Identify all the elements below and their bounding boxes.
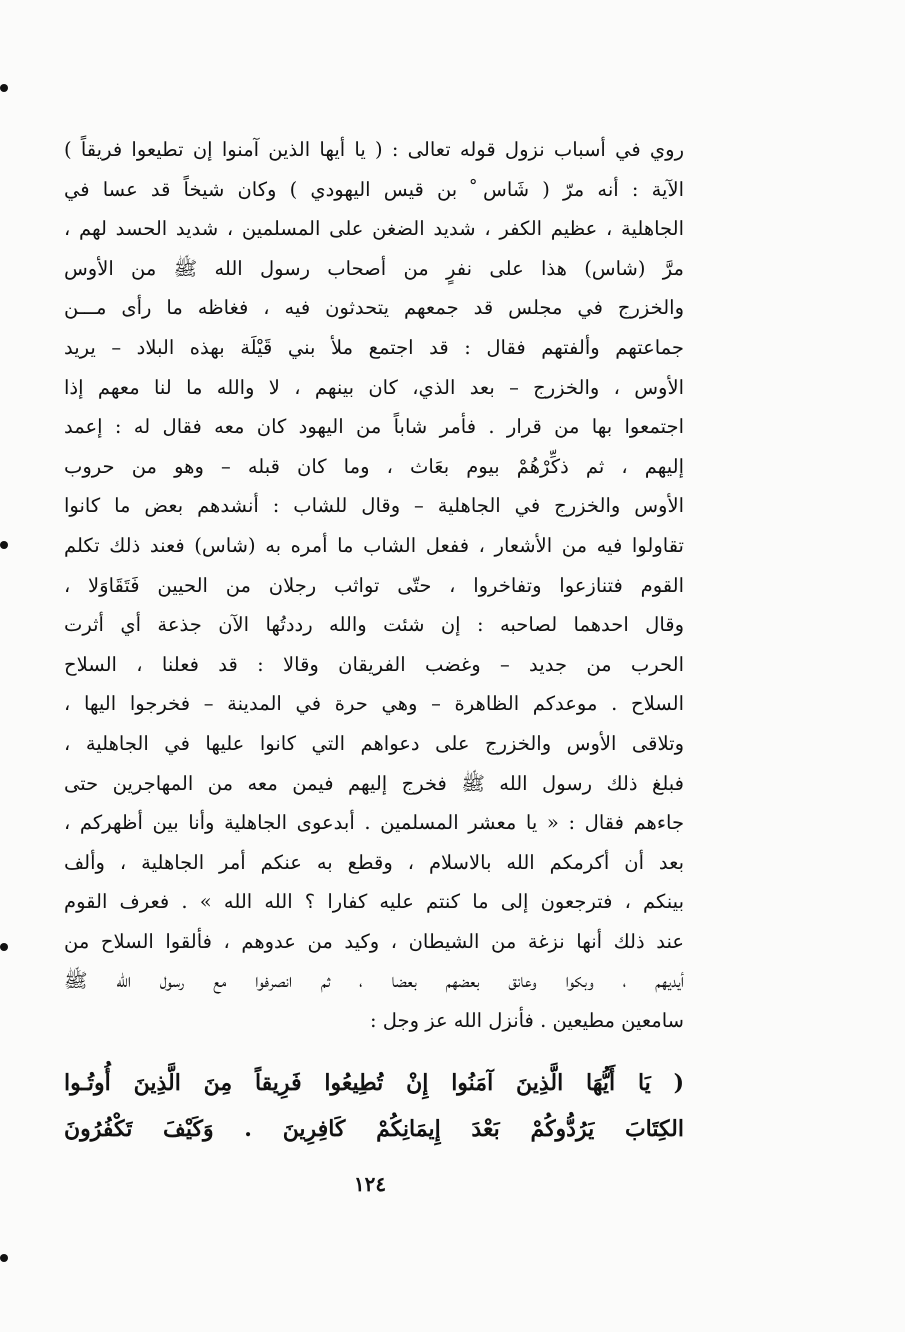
body-line: الآية : أنه مرّ ( شَاس ْ بن قيس اليهودي ) وكان شيخاً قد عسا في	[64, 177, 684, 201]
quote-line: الكِتَابَ يَرُدُّوكُمْ بَعْدَ إِيمَانِكُمْ كَافِرِينَ . وَكَيْفَ تَكْفُرُونَ	[64, 1116, 684, 1142]
body-line: الجاهلية ، عظيم الكفر ، شديد الضغن على المسلمين ، شديد الحسد لهم ،	[64, 217, 684, 241]
body-line: أيديهم ، وبكوا وعانق بعضهم بعضا ، ثم انصرفوا مع رسول الله ﷺ	[64, 969, 684, 993]
body-line: الأوس ، والخزرج – بعد الذي، كان بينهم ، لا والله ما لنا معهم إذا	[64, 375, 684, 399]
body-line: الأوس والخزرج في الجاهلية – وقال للشاب : أنشدهم بعض ما كانوا	[64, 494, 684, 518]
body-line: وتلاقى الأوس والخزرج على دعواهم التي كانوا عليها في الجاهلية ،	[64, 731, 684, 755]
body-line: الحرب من جديد – وغضب الفريقان وقالا : قد فعلنا ، السلاح	[64, 652, 684, 676]
body-line: جماعتهم وألفتهم فقال : قد اجتمع ملأ بني قَيْلَة بهذه البلاد – يريد	[64, 335, 684, 359]
page-number: ١٢٤	[353, 1172, 387, 1196]
body-line: بعد أن أكرمكم الله بالاسلام ، وقطع به عنكم أمر الجاهلية ، وألف	[64, 850, 684, 874]
body-line: جاءهم فقال : « يا معشر المسلمين . أبدعوى الجاهلية وأنا بين أظهركم ،	[64, 811, 684, 835]
body-line: إليهم ، ثم ذكِّرْهُمْ بيوم بعَاث ، وما كان قبله – وهو من حروب	[64, 454, 684, 478]
body-line: اجتمعوا بها من قرار . فأمر شاباً من اليهود كان معه فقال له : إعمد	[64, 415, 684, 439]
margin-mark	[0, 1254, 8, 1262]
body-line: فبلغ ذلك رسول الله ﷺ فخرج إليهم فيمن معه من المهاجرين حتى	[64, 771, 684, 795]
quran-quote	[64, 1060, 684, 1152]
quote-line: ( يَا أَيُّهَا الَّذِينَ آمَنُوا إِنْ تُطِيعُوا فَرِيقاً مِنَ الَّذِينَ أُوتُـوا	[64, 1070, 684, 1096]
margin-mark	[0, 541, 8, 549]
margin-mark	[0, 943, 8, 951]
body-line: وقال احدهما لصاحبه : إن شئت والله رددتُها الآن جذعة أي أثرت	[64, 613, 684, 637]
body-text	[64, 130, 684, 1041]
body-line: سامعين مطيعين . فأنزل الله عز وجل :	[370, 1009, 684, 1033]
margin-mark	[0, 84, 8, 92]
body-line: عند ذلك أنها نزغة من الشيطان ، وكيد من عدوهم ، فألقوا السلاح من	[64, 929, 684, 953]
body-line: تقاولوا فيه من الأشعار ، ففعل الشاب ما أمره به (شاس) فعند ذلك تكلم	[64, 533, 684, 557]
body-line: روي في أسباب نزول قوله تعالى : ( يا أيها الذين آمنوا إن تطيعوا فريقاً )	[64, 138, 684, 161]
body-line: مرَّ (شاس) هذا على نفرٍ من أصحاب رسول الله ﷺ من الأوس	[64, 256, 684, 280]
body-line: السلاح . موعدكم الظاهرة – وهي حرة في المدينة – فخرجوا اليها ،	[64, 692, 684, 716]
body-line: بينكم ، فترجعون إلى ما كنتم عليه كفارا ؟ الله الله » . فعرف القوم	[64, 890, 684, 914]
body-line: والخزرج في مجلس قد جمعهم يتحدثون فيه ، فغاظه ما رأى مـــن	[64, 296, 684, 320]
body-line: القوم فتنازعوا وتفاخروا ، حتّى تواثب رجلان من الحيين فَتَقَاوَلا ،	[64, 573, 684, 597]
